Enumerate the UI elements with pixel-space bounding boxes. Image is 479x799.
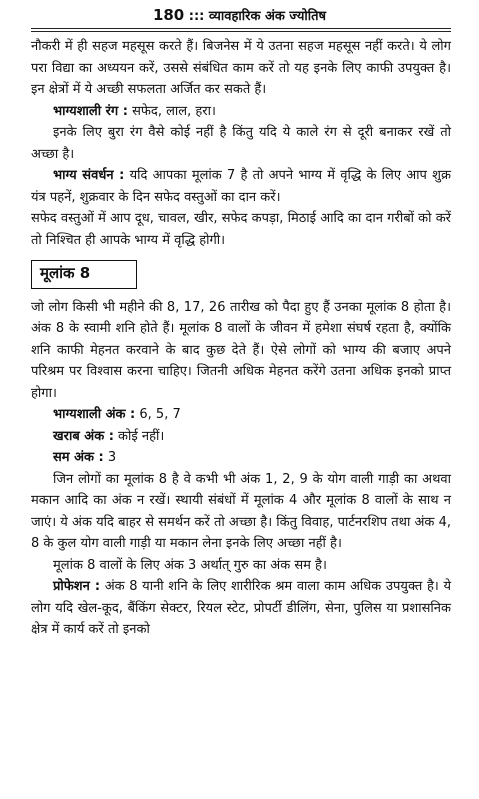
section-heading-box (31, 260, 137, 289)
same-number-label: सम अंक : (53, 450, 104, 465)
luck-boost-label: भाग्य संवर्धन : (53, 168, 125, 183)
lucky-number-label: भाग्यशाली अंक : (53, 407, 136, 422)
header-rule (31, 28, 451, 29)
bad-number-label: खराब अंक : (53, 428, 114, 444)
lucky-number-value: 6, 5, 7 (135, 407, 181, 422)
section-title: मूलांक 8 (40, 264, 91, 282)
paragraph-career: नौकरी में ही सहज महसूस करते हैं। बिजनेस में ये उतना सहज महसूस नहीं करते। ये लोग परा विद्या का अध्ययन करें, उससे संबंधित काम करें तो यह इनके लिए काफी उपयुक्त है। इन क्षेत्रों में ये अच्छी सफलता अर्जित कर सकते हैं। (31, 39, 451, 97)
paragraph-guru-number: मूलांक 8 वालों के लिए अंक 3 अर्थात् गुरु का अंक सम है। (53, 557, 327, 573)
same-number-line (31, 447, 451, 469)
lucky-color-value: सफेद, लाल, हरा। (127, 103, 216, 119)
bad-number-value: कोई नहीं। (113, 428, 165, 444)
page-number: 180 (152, 6, 185, 24)
lucky-number-line (31, 404, 451, 426)
profession-value: अंक 8 यानी शनि के लिए शारीरिक श्रम वाला काम अधिक उपयुक्त है। ये लोग यदि खेल-कूद, बैंकिंग सेक्टर, रियल स्टेट, प्रोपर्टी डीलिंग, सेना, पुलिस या प्रशासनिक क्षेत्र में कार्य करें तो इनको (31, 579, 451, 637)
lucky-color-line (31, 101, 451, 123)
luck-boost-paragraph (31, 165, 451, 208)
header-rule-double (31, 31, 451, 32)
header-separator: ::: (188, 9, 205, 24)
paragraph-mulank8-intro: जो लोग किसी भी महीने की 8, 17, 26 तारीख को पैदा हुए हैं उनका मूलांक 8 होता है। अंक 8 के स्वामी शनि होते हैं। मूलांक 8 वालों के जीवन में हमेशा संघर्ष रहता है, क्योंकि शनि काफी मेहनत करवाने के बाद कुछ देते हैं। ऐसे लोगों को भाग्य की बजाए अपने परिश्रम पर विश्वास करना चाहिए। जितनी अधिक मेहनत करेंगे उतना अधिक इनको प्राप्त होगा। (31, 299, 451, 401)
lucky-color-label: भाग्यशाली रंग : (53, 103, 128, 119)
page-header (0, 6, 479, 28)
page-content (31, 36, 451, 641)
luck-boost-value: यदि आपका मूलांक 7 है तो अपने भाग्य में वृद्धि के लिए आप शुक्र यंत्र पहनें, शुक्रवार के दिन सफेद वस्तुओं का दान करें। (31, 168, 451, 205)
paragraph-vehicle-numbers: जिन लोगों का मूलांक 8 है वे कभी भी अंक 1, 2, 9 के योग वाली गाड़ी का अथवा मकान आदि का अंक न रखें। स्थायी संबंधों में मूलांक 4 और मूलांक 8 वालों के साथ न जाएं। ये अंक यदि बाहर से समर्थन करें तो अच्छा है। किंतु विवाह, पार्टनरशिप तथा अंक 4, 8 के कुल योग वाली गाड़ी या मकान लेना इनके लिए अच्छा नहीं है। (31, 471, 451, 551)
profession-paragraph (31, 576, 451, 641)
bad-number-line (31, 426, 451, 448)
bad-color-paragraph: इनके लिए बुरा रंग वैसे कोई नहीं है किंतु यदि ये काले रंग से दूरी बनाकर रखें तो अच्छा है। (31, 125, 451, 162)
profession-label: प्रोफेशन : (53, 579, 101, 594)
same-number-value: 3 (103, 450, 117, 465)
book-title: व्यावहारिक अंक ज्योतिष (208, 9, 327, 24)
white-items-paragraph: सफेद वस्तुओं में आप दूध, चावल, खीर, सफेद कपड़ा, मिठाई आदि का दान गरीबों को करें तो निश्चित ही आपके भाग्य में वृद्धि होगी। (31, 211, 451, 248)
